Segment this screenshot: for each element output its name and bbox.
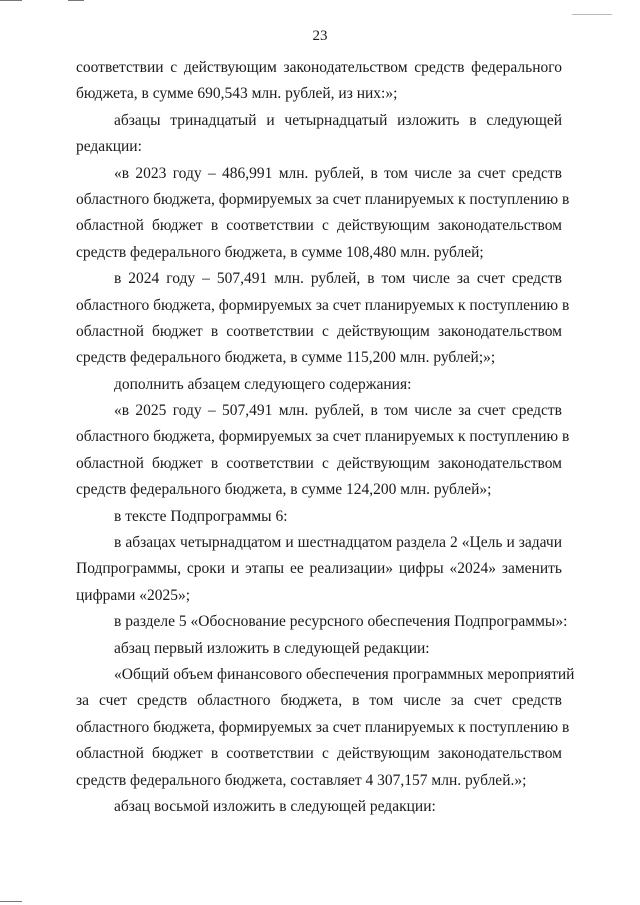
text-line: областного бюджета, формируемых за счет планируемых к поступлению в	[76, 190, 570, 208]
text-line: Подпрограммы, сроки и этапы ее реализации» цифры «2024» заменить	[76, 560, 562, 578]
text-line: в тексте Подпрограммы 6:	[114, 507, 288, 525]
text-line: в абзацах четырнадцатом и шестнадцатом раздела 2 «Цель и задачи	[114, 534, 562, 552]
scan-artifact	[68, 0, 84, 1]
page-number: 23	[312, 28, 328, 44]
document-body	[76, 55, 575, 820]
text-line: в 2024 году – 507,491 млн. рублей, в том числе за счет средств	[114, 270, 562, 288]
text-line: средств федерального бюджета, в сумме 108,480 млн. рублей;	[76, 243, 484, 261]
text-line: дополнить абзацем следующего содержания:	[114, 375, 412, 393]
text-line: средств федерального бюджета, в сумме 124,200 млн. рублей»;	[76, 481, 492, 499]
text-line: в разделе 5 «Обоснование ресурсного обеспечения Подпрограммы»:	[114, 613, 568, 631]
text-line: бюджета, в сумме 690,543 млн. рублей, из них:»;	[76, 85, 398, 103]
text-line: абзац первый изложить в следующей редакции:	[114, 639, 430, 657]
text-line: областного бюджета, формируемых за счет планируемых к поступлению в	[76, 718, 570, 736]
text-line: редакции:	[76, 138, 142, 156]
text-line: «Общий объем финансового обеспечения программных мероприятий	[114, 665, 575, 683]
text-line: областной бюджет в соответствии с действующим законодательством	[76, 217, 562, 235]
text-line: «в 2025 году – 507,491 млн. рублей, в том числе за счет средств	[114, 402, 562, 420]
text-line: «в 2023 году – 486,991 млн. рублей, в том числе за счет средств	[114, 164, 562, 182]
text-line: абзацы тринадцатый и четырнадцатый изложить в следующей	[114, 111, 562, 129]
text-line: областного бюджета, формируемых за счет планируемых к поступлению в	[76, 428, 570, 446]
text-line: средств федерального бюджета, в сумме 115,200 млн. рублей;»;	[76, 349, 496, 367]
text-line: соответствии с действующим законодательством средств федерального	[76, 59, 562, 76]
text-line: за счет средств областного бюджета, в том числе за счет средств	[76, 692, 562, 710]
scan-artifact	[0, 0, 22, 1]
scan-artifact	[0, 901, 22, 902]
text-line: средств федерального бюджета, составляет 4 307,157 млн. рублей.»;	[76, 771, 527, 789]
text-line: областной бюджет в соответствии с действующим законодательством	[76, 454, 562, 472]
text-line: областного бюджета, формируемых за счет планируемых к поступлению в	[76, 296, 570, 314]
scan-artifact	[572, 14, 612, 15]
text-line: цифрами «2025»;	[76, 586, 191, 604]
text-line: областной бюджет в соответствии с действующим законодательством	[76, 745, 562, 763]
text-line: областной бюджет в соответствии с действующим законодательством	[76, 322, 562, 340]
text-line: абзац восьмой изложить в следующей редакции:	[114, 797, 436, 815]
